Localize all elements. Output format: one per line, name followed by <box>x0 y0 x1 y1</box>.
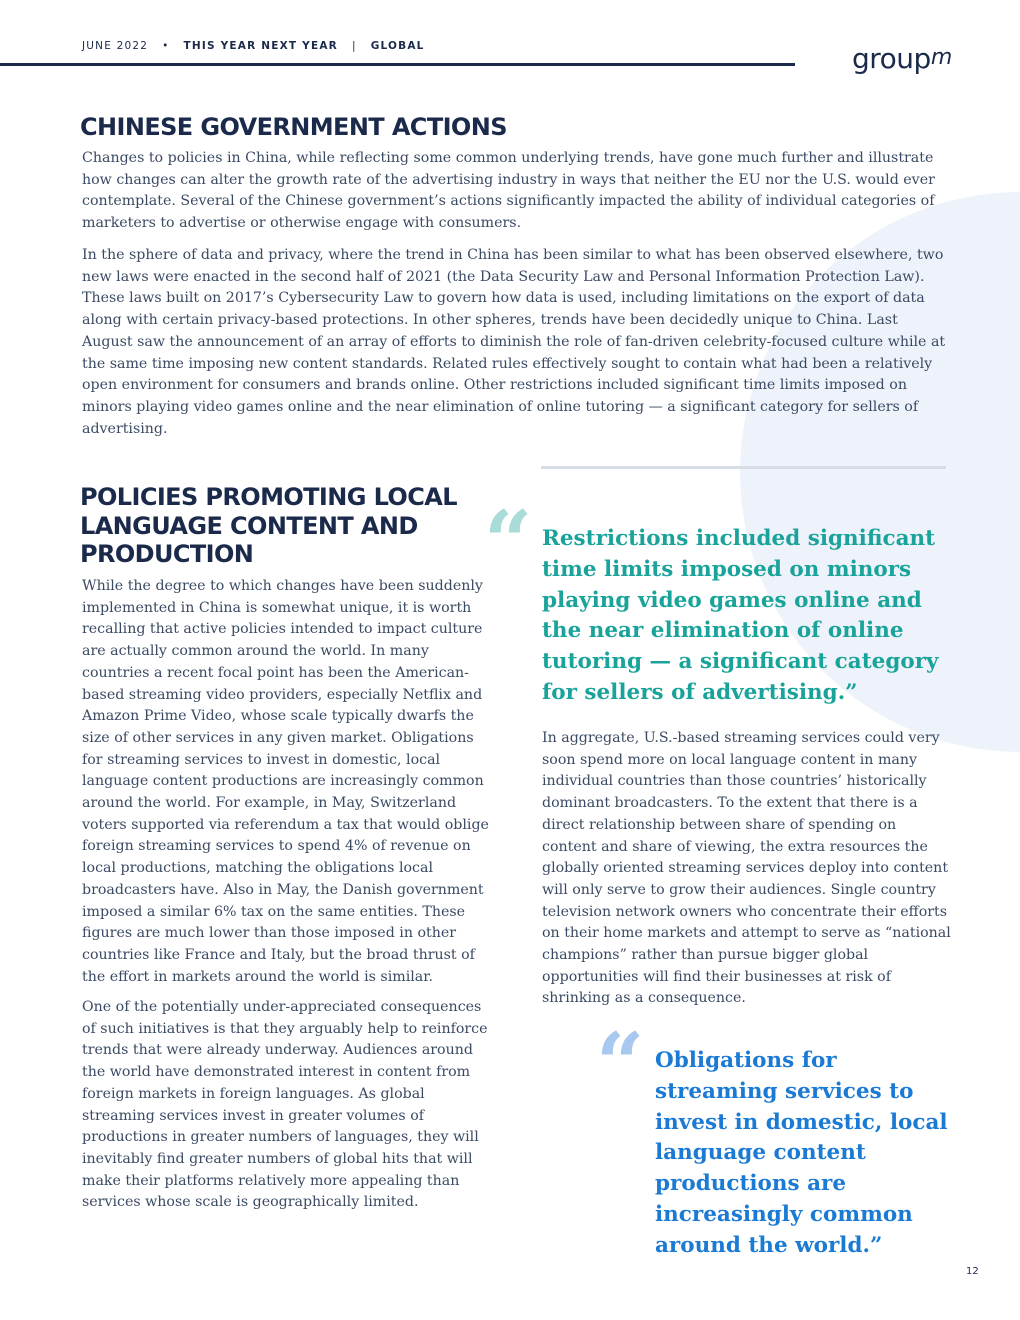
logo-sup: m <box>930 45 952 70</box>
section-title-chinese-government: CHINESE GOVERNMENT ACTIONS <box>80 113 507 141</box>
header-report-title: THIS YEAR NEXT YEAR <box>183 40 338 52</box>
groupm-logo <box>852 40 972 80</box>
divider-rule <box>541 466 946 469</box>
header-rule <box>0 63 795 66</box>
header-divider: | <box>351 40 357 52</box>
logo-main: group <box>852 42 931 75</box>
header-date: JUNE 2022 <box>82 40 149 52</box>
quote-mark-icon: “ <box>484 492 533 591</box>
header-bullet: • <box>162 40 170 52</box>
body-paragraph: While the degree to which changes have been suddenly implemented in China is somewhat unique, it is worth recalling that active policies intended to impact culture are actually common around the world. In many countries a recent focal point has been the American-based streaming video providers, especially Netflix and Amazon Prime Video, whose scale typically dwarfs the size of other services in any given market. Obligations for streaming services to invest in domestic, local language content productions are increasingly common around the world. For example, in May, Switzerland voters supported via referendum a tax that would oblige foreign streaming services to spend 4% of revenue on local productions, matching the obligations local broadcasters have. Also in May, the Danish government imposed a similar 6% tax on the same entities. These figures are much lower than those imposed in other countries like France and Italy, but the broad thrust of the effort in markets around the world is similar. <box>82 578 489 985</box>
body-paragraph: In the sphere of data and privacy, where the trend in China has been similar to what has been observed elsewhere, two new laws were enacted in the second half of 2021 (the Data Security Law and Personal Information Protection Law). These laws built on 2017’s Cybersecurity Law to govern how data is used, including limitations on the export of data along with certain privacy-based protections. In other spheres, trends have been decidedly unique to China. Last August saw the announcement of an array of efforts to diminish the role of fan-driven celebrity-focused culture while at the same time imposing new content standards. Related rules effectively sought to contain what had been a relatively open environment for consumers and brands online. Other restrictions included significant time limits imposed on minors playing video games online and the near elimination of online tutoring — a significant category for sellers of advertising. <box>82 247 946 437</box>
pull-quote-restrictions: Restrictions included significant time limits imposed on minors playing video games online and the near elimination of online tutoring — a significant category for sellers of advertising.” <box>542 526 939 705</box>
body-paragraph: In aggregate, U.S.-based streaming services could very soon spend more on local language content in many individual countries than those countries’ historically dominant broadcasters. To the extent that there is a direct relationship between share of spending on content and share of viewing, the extra resources the globally oriented streaming services deploy into content will only serve to grow their audiences. Single country television network owners who concentrate their efforts on their home markets and attempt to serve as “national champions” rather than pursue bigger global opportunities will find their businesses at risk of shrinking as a consequence. <box>542 730 951 1007</box>
header-region: GLOBAL <box>370 40 425 52</box>
page-header <box>82 40 425 54</box>
body-paragraph: One of the potentially under-appreciated consequences of such initiatives is that they arguably help to reinforce trends that were already underway. Audiences around the world have demonstrated interest in content from foreign markets in foreign languages. As global streaming services invest in greater volumes of productions in greater numbers of languages, they will inevitably find greater numbers of global hits that will make their platforms relatively more appealing than services whose scale is geographically limited. <box>82 999 488 1211</box>
quote-mark-icon: “ <box>596 1014 645 1113</box>
page-number: 12 <box>966 1266 979 1277</box>
pull-quote-obligations: Obligations for streaming services to invest in domestic, local language content productions are increasingly common around the world.” <box>655 1048 948 1258</box>
body-paragraph: Changes to policies in China, while reflecting some common underlying trends, have gone much further and illustrate how changes can alter the growth rate of the advertising industry in ways that neither the EU nor the U.S. would ever contemplate. Several of the Chinese government’s actions significantly impacted the ability of individual categories of marketers to advertise or otherwise engage with consumers. <box>82 150 935 232</box>
section-title-local-language: POLICIES PROMOTING LOCAL LANGUAGE CONTENT AND PRODUCTION <box>80 483 457 568</box>
